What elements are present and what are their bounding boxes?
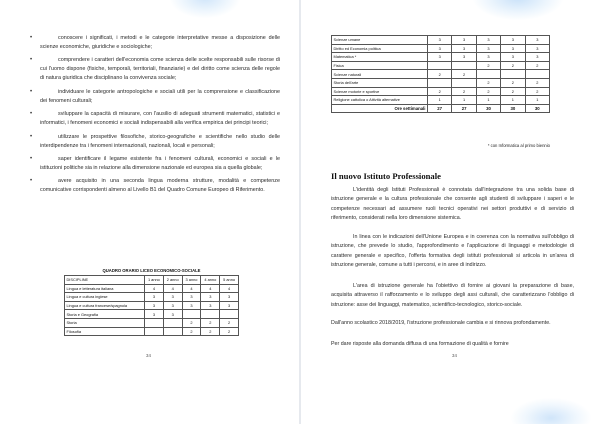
right-page [301, 0, 600, 424]
hours-cell: 2 [525, 78, 549, 87]
paragraph: L'identità degli Istituti Professionali è connotata dall'integrazione tra una solida base di istruzione generale e la cultura professionale che consente agli studenti di sviluppare i saperi e le competenze necessari ad assumere ruoli tecnici operativi nei settori produttivi e di servizio di riferimento, considerati nella loro dimensione sistemica. [331, 187, 574, 222]
page-number: 34 [452, 353, 457, 358]
hours-cell: 2 [182, 327, 201, 336]
table-total-row [332, 104, 550, 113]
hours-cell [428, 61, 452, 70]
hours-cell: 3 [201, 301, 220, 310]
decorative-halo [511, 398, 591, 424]
table-title: QUADRO ORARIO LICEO ECONOMICO-SOCIALE [102, 268, 201, 273]
table-row [332, 96, 550, 105]
hours-cell: 2 [452, 87, 476, 96]
hours-cell: 2 [476, 87, 500, 96]
subject-cell: Lingua e cultura francese/spagnola [65, 301, 145, 310]
paragraph: In linea con le indicazioni dell'Unione Europea e in coerenza con la normativa sull'obbligo di istruzione, che prevede lo studio, l'approfondimento e l'applicazione di linguaggi e metodologie di carattere generale e specifico, l'offerta formativa degli istituti professionali si articola in un'area di istruzione generale, comune a tutti i percorsi, e in aree di indirizzo. [331, 234, 574, 269]
objectives-list [30, 34, 280, 200]
hours-cell: 3 [428, 36, 452, 45]
table-header-cell: 4 anno [201, 276, 220, 285]
bullet-icon: • [30, 57, 33, 64]
hours-cell: 3 [163, 301, 182, 310]
table-row [65, 293, 239, 302]
hours-cell: 3 [452, 36, 476, 45]
table-header-cell: 2 anno [163, 276, 182, 285]
total-cell: 30 [501, 104, 525, 113]
hours-cell: 2 [525, 87, 549, 96]
hours-cell: 3 [428, 44, 452, 53]
hours-cell: 3 [501, 44, 525, 53]
hours-cell: 4 [182, 284, 201, 293]
subject-cell: Storia [65, 318, 145, 327]
section-heading: Il nuovo Istituto Professionale [331, 171, 441, 181]
hours-cell [452, 61, 476, 70]
table-row [65, 318, 239, 327]
hours-cell: 2 [220, 327, 239, 336]
left-page [0, 0, 299, 424]
hours-cell [525, 70, 549, 79]
hours-cell: 3 [525, 44, 549, 53]
hours-cell: 3 [452, 44, 476, 53]
table-row [332, 87, 550, 96]
hours-cell: 3 [163, 310, 182, 319]
hours-cell [163, 318, 182, 327]
hours-cell [452, 78, 476, 87]
hours-cell: 3 [525, 53, 549, 62]
page-number: 34 [146, 353, 151, 358]
hours-cell: 3 [476, 44, 500, 53]
list-item-text: avere acquisito in una seconda lingua moderna strutture, modalità e competenze comunicative corrispondenti almeno al Livello B1 del Quadro Comune Europeo di Riferimento. [40, 178, 280, 194]
total-cell: 27 [452, 104, 476, 113]
table-row [332, 70, 550, 79]
list-item [30, 56, 280, 83]
subject-cell: Storia e Geografia [65, 310, 145, 319]
list-item-text: comprendere i caratteri dell'economia come scienza delle scelte responsabili sulle risorse di cui l'uomo dispone (fisiche, temporali, territoriali, finanziarie) e del diritto come scienza delle regole di natura giuridica che disciplinano la convivenza sociale; [40, 57, 280, 82]
decorative-halo [473, 0, 563, 20]
hours-cell: 3 [428, 53, 452, 62]
hours-cell: 2 [428, 70, 452, 79]
hours-cell: 3 [220, 301, 239, 310]
hours-cell: 2 [201, 318, 220, 327]
subject-cell: Religione cattolica o Attività alternative [332, 96, 428, 105]
hours-cell [476, 70, 500, 79]
hours-cell: 1 [452, 96, 476, 105]
hours-cell: 3 [145, 301, 164, 310]
table-header-cell: 3 anno [182, 276, 201, 285]
hours-cell: 2 [476, 78, 500, 87]
hours-cell: 2 [182, 318, 201, 327]
hours-cell: 4 [145, 284, 164, 293]
total-cell: 30 [476, 104, 500, 113]
hours-cell: 4 [163, 284, 182, 293]
hours-cell: 3 [201, 293, 220, 302]
subject-cell: Lingua e letteratura italiana [65, 284, 145, 293]
hours-cell: 2 [525, 61, 549, 70]
hours-cell: 1 [428, 96, 452, 105]
hours-cell [145, 318, 164, 327]
bullet-icon: • [30, 88, 33, 95]
total-cell: 27 [428, 104, 452, 113]
hours-cell: 2 [452, 70, 476, 79]
table-row [332, 78, 550, 87]
bullet-icon: • [30, 133, 33, 140]
table-header-cell: 5 anno [220, 276, 239, 285]
paragraph: Dall'anno scolastico 2018/2019, l'istruzione professionale cambia e si rinnova profondamente. [331, 320, 551, 326]
hours-cell: 2 [476, 61, 500, 70]
decorative-halo [170, 0, 240, 18]
list-item [30, 133, 280, 151]
hours-cell: 3 [476, 36, 500, 45]
subject-cell: Scienze naturali [332, 70, 428, 79]
hours-cell: 3 [525, 36, 549, 45]
bullet-icon: • [30, 155, 33, 162]
list-item [30, 110, 280, 128]
subject-cell: Diritto ed Economia politica [332, 44, 428, 53]
list-item [30, 88, 280, 106]
schedule-table-part-1 [64, 268, 239, 336]
hours-cell: 1 [476, 96, 500, 105]
hours-cell: 3 [145, 310, 164, 319]
table-row [65, 284, 239, 293]
hours-cell [220, 310, 239, 319]
hours-cell: 4 [220, 284, 239, 293]
hours-cell [163, 327, 182, 336]
paragraph: L'area di istruzione generale ha l'obiettivo di fornire ai giovani la preparazione di base, acquisita attraverso il rafforzamento e lo sviluppo degli assi culturali, che caratterizzano l'obbligo di istruzione: asse dei linguaggi, matematico, scientifico-tecnologico, storico-sociale. [331, 283, 574, 308]
hours-cell [145, 327, 164, 336]
bullet-icon: • [30, 178, 33, 185]
table-header-cell: DISCIPLINE [65, 276, 145, 285]
subject-cell: Fisica [332, 61, 428, 70]
subject-cell: Matematica * [332, 53, 428, 62]
hours-cell: 2 [501, 87, 525, 96]
hours-cell: 3 [145, 293, 164, 302]
hours-cell: 3 [501, 36, 525, 45]
subject-cell: Scienze umane [332, 36, 428, 45]
hours-cell: 3 [220, 293, 239, 302]
hours-cell: 2 [428, 87, 452, 96]
hours-cell [428, 78, 452, 87]
hours-cell [501, 70, 525, 79]
hours-cell: 4 [201, 284, 220, 293]
paragraph: Per dare risposte alla domanda diffusa di una formazione di qualità e fornire [331, 341, 509, 347]
table-row [65, 327, 239, 336]
hours-cell: 3 [182, 301, 201, 310]
table-row [332, 44, 550, 53]
list-item-text: individuare le categorie antropologiche e sociali utili per la comprensione e classificazione dei fenomeni culturali; [40, 88, 280, 104]
table-row [332, 61, 550, 70]
subject-cell: Scienze motorie e sportive [332, 87, 428, 96]
subject-cell: Storia dell'arte [332, 78, 428, 87]
hours-cell: 2 [220, 318, 239, 327]
hours-cell: 3 [452, 53, 476, 62]
hours-cell: 3 [476, 53, 500, 62]
hours-cell: 2 [501, 61, 525, 70]
table-header-cell: 1 anno [145, 276, 164, 285]
total-cell: 30 [525, 104, 549, 113]
hours-cell: 2 [201, 327, 220, 336]
table-footnote: * con Informatica al primo biennio [487, 143, 550, 148]
list-item-text: utilizzare le prospettive filosofiche, storico-geografiche e scientifiche nello studio delle interdipendenze tra i fenomeni internazionali, nazionali, locali e personali; [40, 133, 280, 149]
list-item [30, 155, 280, 173]
list-item-text: conoscere i significati, i metodi e le categorie interpretative messe a disposizione delle scienze economiche, giuridiche e sociologiche; [40, 35, 280, 50]
hours-cell: 3 [163, 293, 182, 302]
bullet-icon: • [30, 111, 33, 118]
table-row [65, 310, 239, 319]
table-row [65, 301, 239, 310]
total-label-cell: Ore settimanali [332, 104, 428, 113]
list-item-text: sviluppare la capacità di misurare, con l'ausilio di adeguati strumenti matematici, statistici e informatici, i fenomeni economici e sociali indispensabili alla verifica empirica dei principi teorici; [40, 111, 280, 127]
hours-cell [201, 310, 220, 319]
hours-cell: 3 [501, 53, 525, 62]
table-row [332, 36, 550, 45]
hours-cell: 1 [525, 96, 549, 105]
list-item-text: saper identificare il legame esistente fra i fenomeni culturali, economici e sociali e le istituzioni politiche sia in relazione alla dimensione nazionale ed europea sia a quella globale; [40, 155, 280, 171]
hours-cell: 2 [501, 78, 525, 87]
table-row [332, 53, 550, 62]
list-item [30, 177, 280, 195]
table-header-row [65, 276, 239, 285]
subject-cell: Filosofia [65, 327, 145, 336]
hours-cell [182, 310, 201, 319]
hours-cell: 1 [501, 96, 525, 105]
bullet-icon: • [30, 35, 33, 41]
subject-cell: Lingua e cultura inglese [65, 293, 145, 302]
list-item [30, 34, 280, 52]
hours-cell: 3 [182, 293, 201, 302]
schedule-table-part-2 [331, 35, 550, 113]
